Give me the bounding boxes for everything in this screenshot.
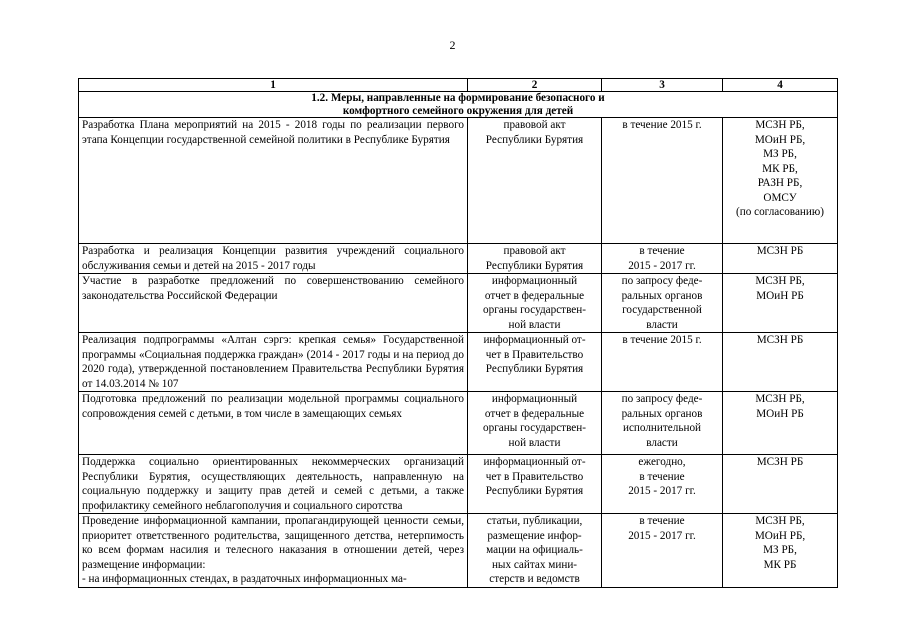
executors-cell: МСЗН РБ [723,455,838,514]
column-number-2: 2 [468,79,602,92]
executors-cell: МСЗН РБ, МОиН РБ [723,274,838,333]
executors-cell: МСЗН РБ [723,333,838,392]
term-cell: в течение 2015 г. [602,333,723,392]
executors-cell: МСЗН РБ, МОиН РБ, МЗ РБ, МК РБ [723,514,838,588]
document-cell: информационный отчет в федеральные органы государствен- ной власти [468,274,602,333]
table-row [79,455,838,514]
section-heading-line-1: 1.2. Меры, направленные на формирование безопасного и [311,92,605,104]
document-cell: правовой акт Республики Бурятия [468,244,602,274]
term-cell: ежегодно, в течение 2015 - 2017 гг. [602,455,723,514]
column-number-3: 3 [602,79,723,92]
table-row [79,244,838,274]
term-cell: в течение 2015 - 2017 гг. [602,514,723,588]
column-number-1: 1 [79,79,468,92]
table-row [79,274,838,333]
measure-cell: Разработка Плана мероприятий на 2015 - 2018 годы по реализации первого этапа Концепции государственной семейной политики в Республике Бурятия [79,118,468,244]
column-number-4: 4 [723,79,838,92]
term-cell: по запросу феде- ральных органов государственной власти [602,274,723,333]
section-heading [79,92,838,118]
column-number-row [79,79,838,92]
table-row [79,392,838,455]
term-cell: в течение 2015 г. [602,118,723,244]
document-cell: правовой акт Республики Бурятия [468,118,602,244]
measures-table [78,78,838,588]
term-cell: в течение 2015 - 2017 гг. [602,244,723,274]
section-heading-row [79,92,838,118]
table-row [79,118,838,244]
section-heading-line-2: комфортного семейного окружения для детей [342,104,574,117]
measure-cell: Участие в разработке предложений по совершенствованию семейного законодательства Российской Федерации [79,274,468,333]
document-cell: информационный отчет в федеральные органы государствен- ной власти [468,392,602,455]
document-cell: информационный от- чет в Правительство Республики Бурятия [468,455,602,514]
measure-cell: Поддержка социально ориентированных некоммерческих организаций Республики Бурятия, осуществляющих деятельность, направленную на социальную поддержку и защиту прав детей и семей с детьми, а также профилактику семейного неблагополучия и социального сиротства [79,455,468,514]
executors-cell: МСЗН РБ, МОиН РБ, МЗ РБ, МК РБ, РАЗН РБ, ОМСУ (по согласованию) [723,118,838,244]
term-cell: по запросу феде- ральных органов исполнительной власти [602,392,723,455]
executors-cell: МСЗН РБ, МОиН РБ [723,392,838,455]
measure-cell: Подготовка предложений по реализации модельной программы социального сопровождения семей с детьми, в том числе в замещающих семьях [79,392,468,455]
page-number: 2 [449,38,456,52]
executors-cell: МСЗН РБ [723,244,838,274]
table-row [79,514,838,588]
table-row [79,333,838,392]
measure-cell: Проведение информационной кампании, пропагандирующей ценности семьи, приоритет ответственного родительства, защищенного детства, нетерпимость ко всем формам насилия и телесного наказания в отношении детей, через размещение информации: - на информационных стендах, в раздаточных информационных ма- [79,514,468,588]
document-cell: статьи, публикации, размещение инфор- мации на официаль- ных сайтах мини- стерств и ведомств [468,514,602,588]
document-cell: информационный от- чет в Правительство Республики Бурятия [468,333,602,392]
measure-cell: Разработка и реализация Концепции развития учреждений социального обслуживания семьи и детей на 2015 - 2017 годы [79,244,468,274]
measure-cell: Реализация подпрограммы «Алтан сэргэ: крепкая семья» Государственной программы «Социальная поддержка граждан» (2014 - 2017 годы и на период до 2020 года), утвержденной постановлением Правительства Республики Бурятия от 14.03.2014 № 107 [79,333,468,392]
